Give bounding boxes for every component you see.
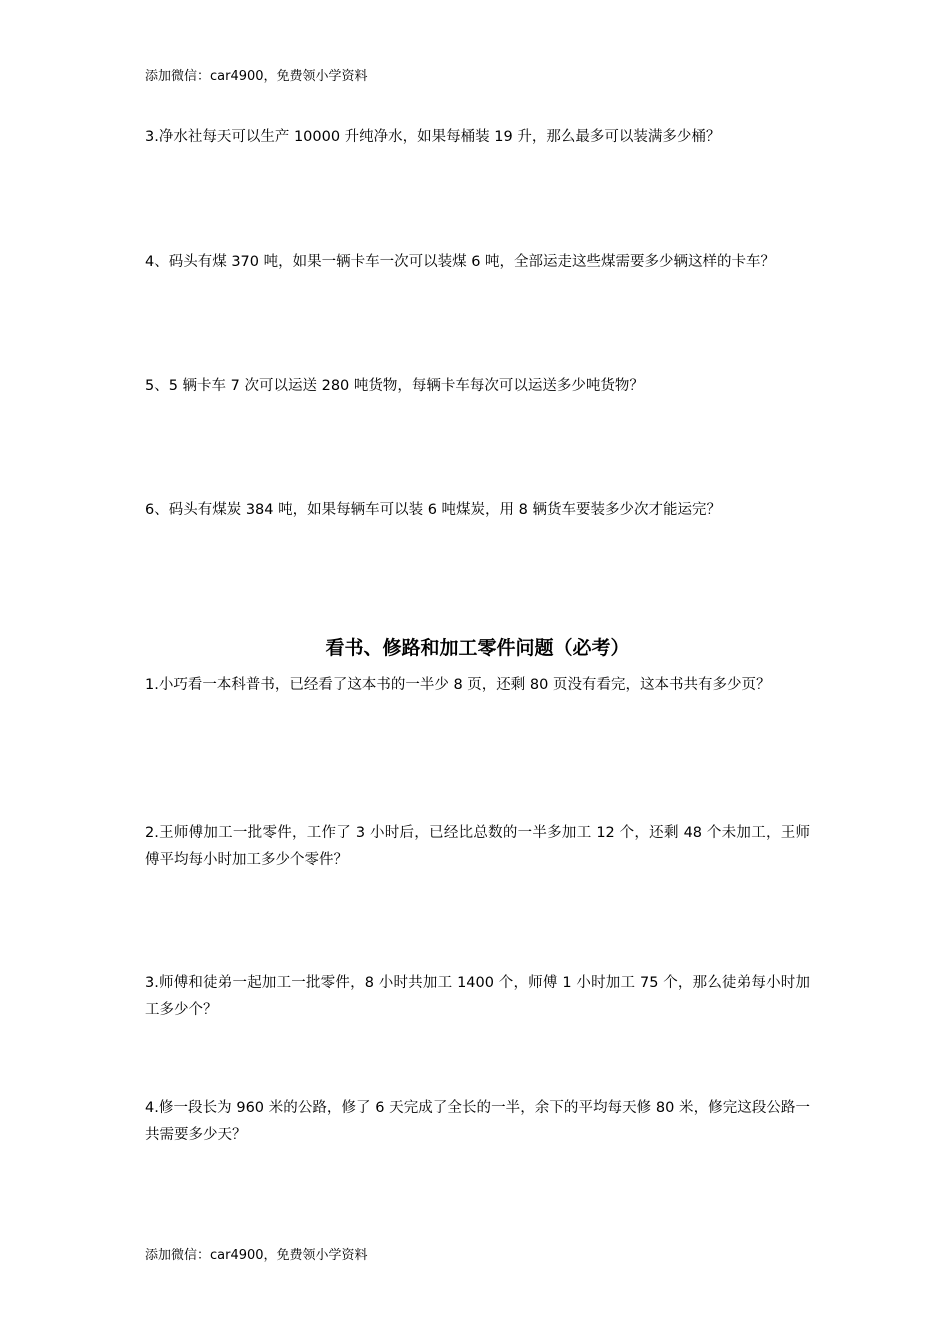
question-top-4: 4、码头有煤 370 吨，如果一辆卡车一次可以装煤 6 吨，全部运走这些煤需要多少辆这样的卡车？ xyxy=(145,254,776,270)
section-question-3: 3.师傅和徒弟一起加工一批零件，8 小时共加工 1400 个，师傅 1 小时加工 75 个，那么徒弟每小时加工多少个？ xyxy=(145,975,810,1018)
section-question-2: 2.王师傅加工一批零件，工作了 3 小时后，已经比总数的一半多加工 12 个，还剩 48 个未加工，王师傅平均每小时加工多少个零件？ xyxy=(145,825,810,868)
question-top-6: 6、码头有煤炭 384 吨，如果每辆车可以装 6 吨煤炭，用 8 辆货车要装多少次才能运完？ xyxy=(145,502,722,518)
header-note: 添加微信：car4900，免费领小学资料 xyxy=(145,69,368,84)
section-question-4: 4.修一段长为 960 米的公路，修了 6 天完成了全长的一半，余下的平均每天修 80 米，修完这段公路一共需要多少天？ xyxy=(145,1100,810,1143)
section-question-1: 1.小巧看一本科普书，已经看了这本书的一半少 8 页，还剩 80 页没有看完，这本书共有多少页？ xyxy=(145,677,771,693)
question-top-3: 3.净水社每天可以生产 10000 升纯净水，如果每桶装 19 升，那么最多可以装满多少桶？ xyxy=(145,129,721,145)
section-title: 看书、修路和加工零件问题（必考） xyxy=(325,637,630,659)
question-top-5: 5、5 辆卡车 7 次可以运送 280 吨货物，每辆卡车每次可以运送多少吨货物？ xyxy=(145,378,644,394)
footer-note: 添加微信：car4900，免费领小学资料 xyxy=(145,1248,368,1263)
